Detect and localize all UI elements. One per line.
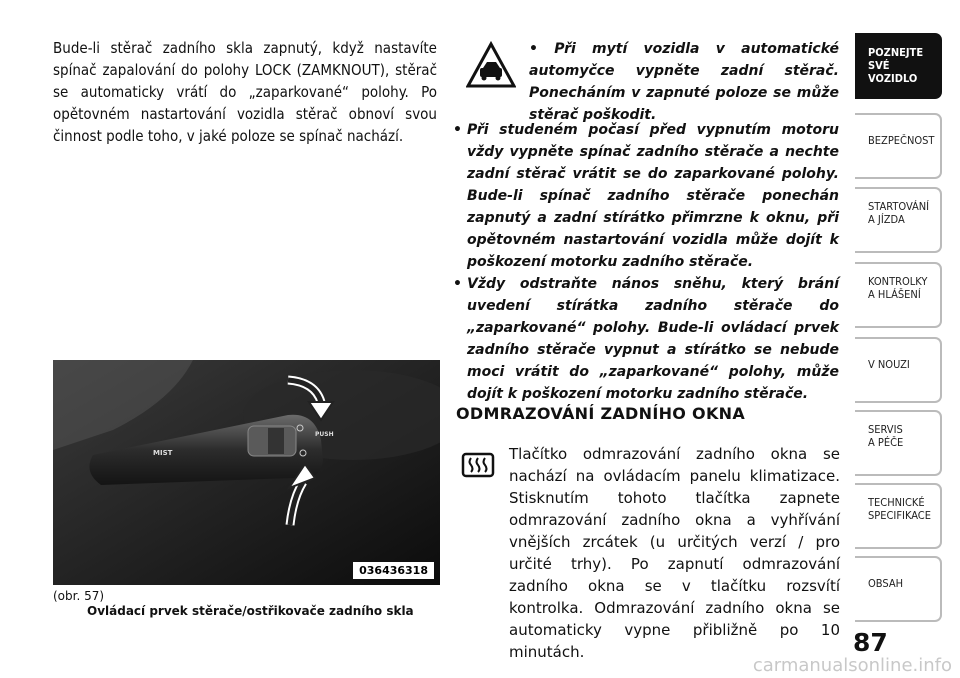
warning-item-3: • Vždy odstraňte nános sněhu, který brání uvedení stírátka zadního stěrače do „zaparkované“ polohy. Bude-li ovládací prvek zadního stěrače vypnut a stírátko se nebude moci vrátit do „zaparkované“ polohy, může dojít k poškození motorku zadního stěrače. xyxy=(453,273,839,405)
figure-caption: Ovládací prvek stěrače/ostřikovače zadního skla xyxy=(87,604,414,618)
tab-label: OBSAH xyxy=(868,577,904,590)
tab-kontrolky-a-hlaseni[interactable] xyxy=(855,262,942,328)
tab-label-2: A HLÁŠENÍ xyxy=(868,288,921,301)
tab-bezpecnost[interactable] xyxy=(855,113,942,179)
tab-startovani-a-jizda[interactable] xyxy=(855,187,942,253)
warning-item-1: • Při mytí vozidla v automatické automyčce vypněte zadní stěrač. Ponecháním v zapnuté poloze se může stěrač poškodit. xyxy=(529,41,839,123)
figure-number: (obr. 57) xyxy=(53,589,105,603)
tab-servis-a-pece[interactable] xyxy=(855,410,942,476)
tab-obsah[interactable] xyxy=(855,556,942,622)
page-number: 87 xyxy=(853,628,888,657)
chapter-sidebar xyxy=(855,0,960,678)
wiper-lever-illustration xyxy=(53,360,440,585)
tab-label: TECHNICKÉ xyxy=(868,496,925,509)
tab-label: STARTOVÁNÍ xyxy=(868,200,930,213)
wiper-lever-figure xyxy=(53,360,440,585)
push-label: PUSH xyxy=(315,431,334,438)
tab-label: SERVIS xyxy=(868,423,903,436)
defrost-text: Tlačítko odmrazování zadního okna se nachází na ovládacím panelu klimatizace. Stisknutím tohoto tlačítka zapnete odmrazování zadního okna a vyhřívání vnějších zrcátek (u určitých verzí / pro určité trhy). Po zapnutí odmrazování zadního okna se v tlačítku rozsvítí kontrolka. Odmrazování zadního okna se automaticky vypne přibližně po 10 minutách. xyxy=(509,445,840,661)
tab-label: V NOUZI xyxy=(868,358,910,371)
tab-technicke-specifikace[interactable] xyxy=(855,483,942,549)
watermark: carmanualsonline.info xyxy=(752,655,952,676)
tab-label: KONTROLKY xyxy=(868,275,928,288)
mist-label: MIST xyxy=(153,449,173,457)
tab-label-2: SVÉ VOZIDLO xyxy=(868,59,918,85)
figure-code: 036436318 xyxy=(353,562,434,579)
tab-label-2: A JÍZDA xyxy=(868,213,905,226)
tab-poznejte-sve-vozidlo[interactable] xyxy=(855,33,942,99)
tab-label-2: SPECIFIKACE xyxy=(868,509,931,522)
warning-list xyxy=(453,119,839,405)
tab-label: BEZPEČNOST xyxy=(868,134,935,147)
tab-label-2: A PÉČE xyxy=(868,436,904,449)
section-title: ODMRAZOVÁNÍ ZADNÍHO OKNA xyxy=(456,404,746,423)
warning-text-1: Při mytí vozidla v automatické automyčce vypněte zadní stěrač. Ponecháním v zapnuté poloze se může stěrač poškodit. xyxy=(529,41,839,123)
warning-item-2: • Při studeném počasí před vypnutím motoru vždy vypněte spínač zadního stěrače a nechte zadní stěrač vrátit se do zaparkované polohy. Bude-li spínač zadního stěrače ponechán zapnutý a zadní stírátko přimrzne k oknu, při opětovném nastartování vozidla může dojít k poškození motorku zadního stěrače. xyxy=(453,119,839,273)
defrost-paragraph xyxy=(456,443,840,663)
intro-paragraph: Bude-li stěrač zadního skla zapnutý, když nastavíte spínač zapalování do polohy LOCK (ZAMKNOUT), stěrač se automaticky vrátí do „zaparkované“ polohy. Po opětovném nastartování vozidla stěrač obnoví svou činnost podle toho, v jaké poloze se spínač nachází. xyxy=(53,39,437,145)
tab-v-nouzi[interactable] xyxy=(855,337,942,403)
tab-label: POZNEJTE xyxy=(868,46,924,59)
